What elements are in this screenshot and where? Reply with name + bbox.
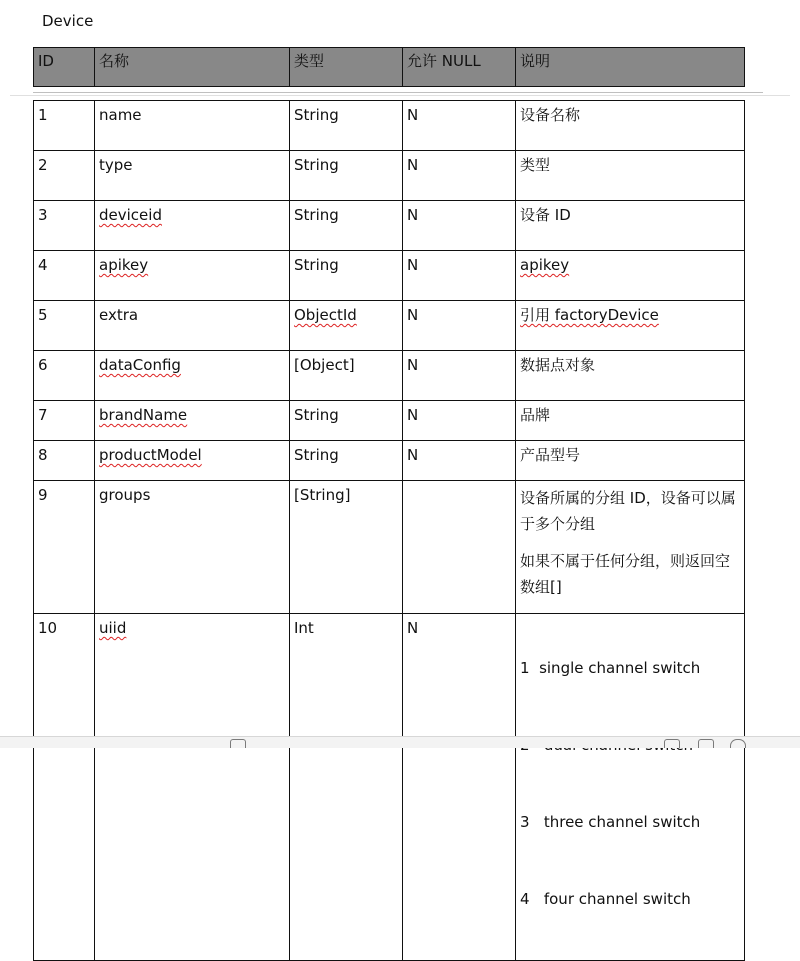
header-separator [33, 92, 763, 93]
cell-name [95, 351, 290, 401]
table-row [34, 201, 745, 251]
spell-underlined-text: apikey [520, 256, 570, 274]
cell-null: N [403, 351, 516, 401]
cell-id: 9 [34, 481, 95, 614]
cell-type [290, 301, 403, 351]
cell-id: 2 [34, 151, 95, 201]
section-title: Device [42, 12, 94, 30]
header-null: 允许 NULL [403, 48, 516, 87]
spell-underlined-text: productModel [99, 446, 202, 464]
cell-id: 7 [34, 401, 95, 441]
cell-name [95, 251, 290, 301]
header-id: ID [34, 48, 95, 87]
cell-desc: 设备 ID [516, 201, 745, 251]
header-desc: 说明 [516, 48, 745, 87]
spell-underlined-text: uiid [99, 619, 127, 637]
cell-name [95, 441, 290, 481]
table-row [34, 251, 745, 301]
table-row [34, 441, 745, 481]
table-row [34, 351, 745, 401]
cell-type: String [290, 201, 403, 251]
table-row [34, 151, 745, 201]
cell-desc: 产品型号 [516, 441, 745, 481]
spell-underlined-text: ObjectId [294, 306, 357, 324]
cell-name: groups [95, 481, 290, 614]
cell-name: extra [95, 301, 290, 351]
spell-underlined-text: apikey [99, 256, 149, 274]
header-type: 类型 [290, 48, 403, 87]
cell-id: 8 [34, 441, 95, 481]
cell-type: [Object] [290, 351, 403, 401]
table-row [34, 401, 745, 441]
desc-paragraph: 设备所属的分组 ID，设备可以属于多个分组 [520, 489, 736, 533]
cell-desc [516, 614, 745, 961]
spell-underlined-text: brandName [99, 406, 188, 424]
cell-type: String [290, 101, 403, 151]
cell-null: N [403, 401, 516, 441]
cell-null: N [403, 301, 516, 351]
cell-null: N [403, 201, 516, 251]
cell-desc [516, 251, 745, 301]
cell-null: N [403, 614, 516, 961]
cell-null: N [403, 101, 516, 151]
table-row [34, 614, 745, 961]
spell-underlined-text: deviceid [99, 206, 162, 224]
cell-name [95, 201, 290, 251]
cell-type: String [290, 441, 403, 481]
cell-name: type [95, 151, 290, 201]
spell-underlined-text: dataConfig [99, 356, 181, 374]
cell-desc [516, 481, 745, 614]
cell-null: N [403, 251, 516, 301]
header-name: 名称 [95, 48, 290, 87]
cell-type: String [290, 251, 403, 301]
cell-id: 10 [34, 614, 95, 961]
cell-name: name [95, 101, 290, 151]
spell-underlined-text: 引用 factoryDevice [520, 306, 659, 324]
cell-desc: 品牌 [516, 401, 745, 441]
table-row [34, 481, 745, 614]
cell-null [403, 481, 516, 614]
cell-desc: 数据点对象 [516, 351, 745, 401]
cell-id: 3 [34, 201, 95, 251]
table-header [33, 47, 745, 87]
cell-id: 1 [34, 101, 95, 151]
desc-paragraph: 4 four channel switch [520, 890, 691, 908]
desc-paragraph: 如果不属于任何分组，则返回空数组[] [520, 552, 731, 596]
cell-null: N [403, 441, 516, 481]
cell-name [95, 614, 290, 961]
cell-desc [516, 301, 745, 351]
cell-type: Int [290, 614, 403, 961]
header-row [34, 48, 745, 87]
cell-null: N [403, 151, 516, 201]
cell-desc: 类型 [516, 151, 745, 201]
cell-type: [String] [290, 481, 403, 614]
cell-desc: 设备名称 [516, 101, 745, 151]
cell-type: String [290, 151, 403, 201]
cell-id: 4 [34, 251, 95, 301]
table-row [34, 101, 745, 151]
cell-name [95, 401, 290, 441]
cell-id: 5 [34, 301, 95, 351]
page-rule [10, 95, 790, 96]
cell-id: 6 [34, 351, 95, 401]
table-row [34, 301, 745, 351]
field-table [33, 100, 745, 961]
cell-type: String [290, 401, 403, 441]
desc-paragraph: 3 three channel switch [520, 813, 701, 831]
desc-paragraph: 1 single channel switch [520, 659, 701, 677]
status-bar [0, 736, 800, 748]
